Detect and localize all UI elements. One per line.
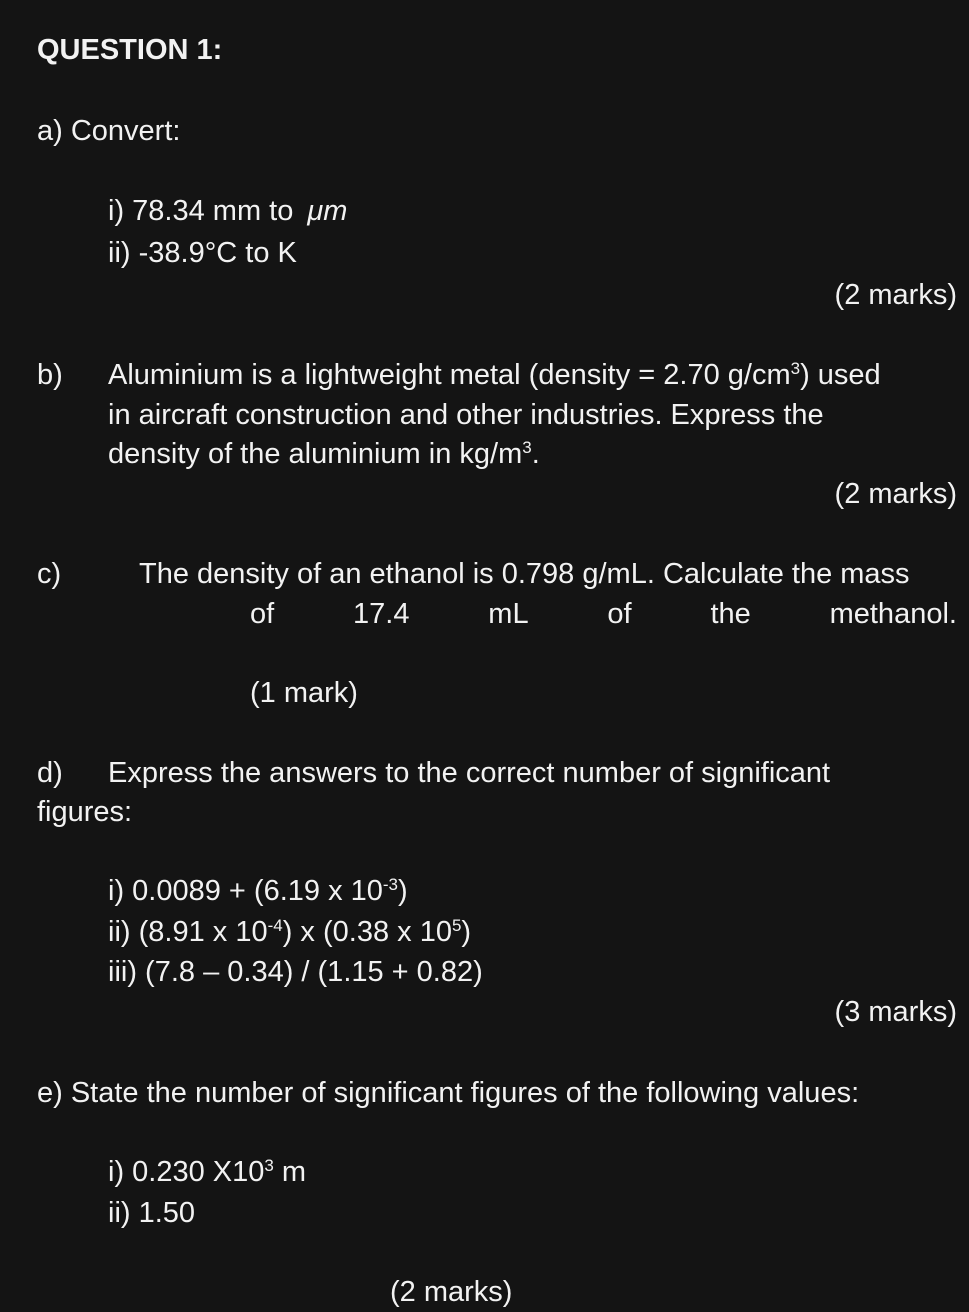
part-a-item-ii: ii) -38.9°C to K (108, 237, 297, 269)
part-b-label: b) (37, 359, 63, 391)
part-a-item-i-unit: μm (307, 195, 348, 227)
part-e-item-i (108, 1152, 306, 1192)
part-e-item-ii: ii) 1.50 (108, 1197, 196, 1229)
part-e-heading: e) State the number of significant figures of the following values: (37, 1077, 860, 1109)
part-c-line-1: The density of an ethanol is 0.798 g/mL. Calculate the mass (139, 558, 910, 590)
part-b-line-3-sup: 3 (522, 438, 532, 457)
part-c-word: of (607, 598, 632, 630)
part-b-line-1-end: ) used (800, 359, 881, 391)
part-d-item-i-end: ) (398, 875, 408, 907)
part-d-item-iii: iii) (7.8 – 0.34) / (1.15 + 0.82) (108, 956, 483, 988)
part-c-word: the (710, 598, 751, 630)
part-a-marks: (2 marks) (834, 279, 957, 311)
part-d-item-ii-text: ii) (8.91 x 10 (108, 916, 268, 948)
part-e-marks: (2 marks) (390, 1276, 513, 1308)
part-e-item-i-sup: 3 (264, 1156, 274, 1175)
part-b-line-3-end: . (531, 438, 540, 470)
part-b-line-2: in aircraft construction and other industries. Express the (108, 399, 824, 431)
part-c-word: of (250, 598, 275, 630)
part-c-word: mL (488, 598, 529, 630)
part-c-label: c) (37, 558, 62, 590)
part-d-item-ii-end: ) (461, 916, 472, 948)
part-c-marks: (1 mark) (250, 677, 358, 709)
part-c-word: 17.4 (353, 598, 410, 630)
part-d-item-ii-sup-1: -4 (267, 916, 283, 935)
part-d-item-i (108, 871, 408, 911)
part-d-item-ii-sup-2: 5 (451, 916, 462, 935)
part-d-marks: (3 marks) (834, 996, 957, 1028)
part-a-item-i-text: i) 78.34 mm to (108, 195, 294, 227)
part-c-word: methanol. (829, 598, 957, 630)
part-d-item-ii (108, 912, 471, 952)
part-d-item-i-sup: -3 (382, 875, 399, 894)
part-b-line-1-text: Aluminium is a lightweight metal (density = 2.70 g/cm (108, 359, 791, 391)
part-e-item-i-text: i) 0.230 X10 (108, 1156, 265, 1188)
part-a-item-i (108, 191, 347, 231)
part-b-line-1 (108, 355, 881, 395)
part-b-line-3-text: density of the aluminium in kg/m (108, 438, 523, 470)
part-d-line-1: Express the answers to the correct number of significant (108, 757, 831, 789)
part-c-line-2 (250, 594, 957, 634)
part-d-item-ii-mid: ) x (0.38 x 10 (282, 916, 452, 948)
part-d-label: d) (37, 757, 63, 789)
part-a-heading: a) Convert: (37, 115, 181, 147)
part-d-line-2: figures: (37, 796, 133, 828)
question-title: QUESTION 1: (37, 34, 223, 66)
part-d-item-i-text: i) 0.0089 + (6.19 x 10 (108, 875, 383, 907)
part-b-line-3 (108, 434, 540, 474)
part-b-line-1-sup: 3 (790, 359, 801, 378)
part-b-marks: (2 marks) (834, 478, 957, 510)
part-e-item-i-end: m (273, 1156, 307, 1188)
